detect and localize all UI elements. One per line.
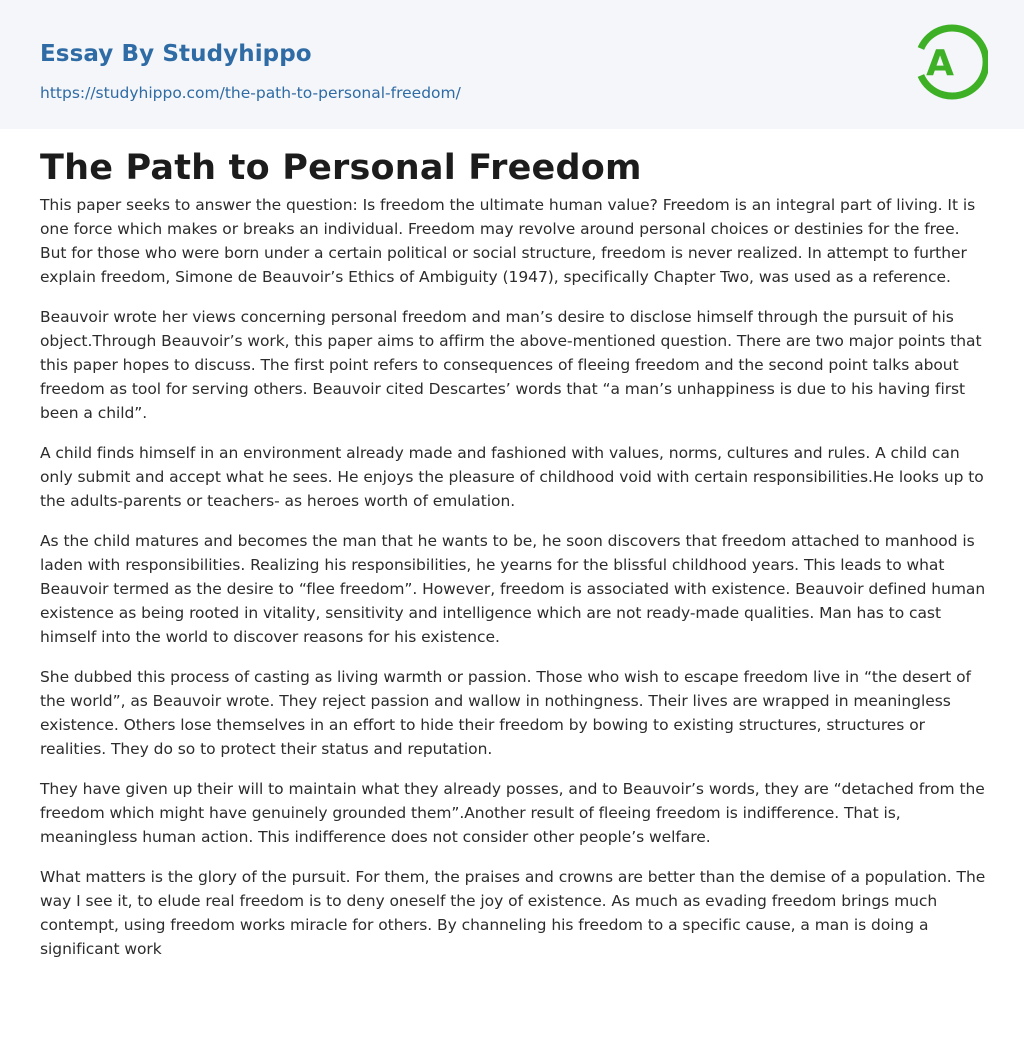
logo-letter: A — [926, 43, 954, 84]
paragraph: They have given up their will to maintain what they already posses, and to Beauvoir’s words, they are “detached from the freedom which might have genuinely grounded them”.Another result of fleeing freedom is indifference. That is, meaningless human action. This indifference does not consider other people’s welfare. — [40, 780, 985, 846]
paragraph: What matters is the glory of the pursuit. For them, the praises and crowns are better than the demise of a population. The way I see it, to elude real freedom is to deny oneself the joy of existence. As much as evading freedom brings much contempt, using freedom works miracle for others. By channeling his freedom to a specific cause, a man is doing a significant work — [40, 868, 986, 958]
paragraph: This paper seeks to answer the question: Is freedom the ultimate human value? Freedom is an integral part of living. It is one force which makes or breaks an individual. Freedom may revolve around personal choices or destinies for the free. But for those who were born under a certain political or social structure, freedom is never realized. In attempt to further explain freedom, Simone de Beauvoir’s Ethics of Ambiguity (1947), specifically Chapter Two, was used as a reference. — [40, 196, 976, 286]
article — [40, 146, 988, 977]
page-title: The Path to Personal Freedom — [40, 148, 642, 188]
paragraph: Beauvoir wrote her views concerning personal freedom and man’s desire to disclose himself through the pursuit of his object.Through Beauvoir’s work, this paper aims to affirm the above-mentioned question. There are two major points that this paper hopes to discuss. The first point refers to consequences of fleeing freedom and the second point talks about freedom as tool for serving others. Beauvoir cited Descartes’ words that “a man’s unhappiness is due to his having first been a child”. — [40, 308, 982, 422]
brand-title[interactable]: Essay By Studyhippo — [40, 41, 312, 67]
paragraph: A child finds himself in an environment already made and fashioned with values, norms, cultures and rules. A child can only submit and accept what he sees. He enjoys the pleasure of childhood void with certain responsibilities.He looks up to the adults-parents or teachers- as heroes worth of emulation. — [40, 444, 984, 510]
paragraph: As the child matures and becomes the man that he wants to be, he soon discovers that freedom attached to manhood is laden with responsibilities. Realizing his responsibilities, he yearns for the blissful childhood years. This leads to what Beauvoir termed as the desire to “flee freedom”. However, freedom is associated with existence. Beauvoir defined human existence as being rooted in vitality, sensitivity and intelligence which are not ready-made qualities. Man has to cast himself into the world to discover reasons for his existence. — [40, 532, 986, 646]
studyhippo-logo-icon[interactable] — [912, 18, 988, 106]
paragraph: She dubbed this process of casting as living warmth or passion. Those who wish to escape freedom live in “the desert of the world”, as Beauvoir wrote. They reject passion and wallow in nothingness. Their lives are wrapped in meaningless existence. Others lose themselves in an effort to hide their freedom by bowing to existing structures, structures or realities. They do so to protect their status and reputation. — [40, 668, 971, 758]
site-header — [0, 0, 1024, 129]
article-url-link[interactable]: https://studyhippo.com/the-path-to-personal-freedom/ — [40, 84, 461, 102]
